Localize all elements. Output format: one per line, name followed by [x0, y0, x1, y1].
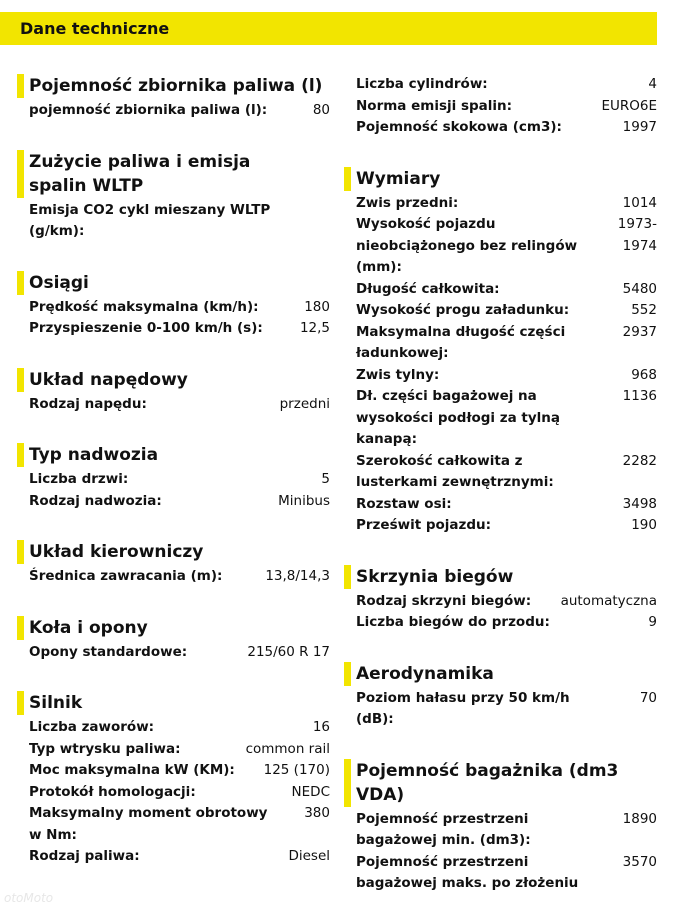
spec-row [344, 386, 657, 451]
spec-value: EURO6E [601, 97, 657, 114]
spec-value: 968 [631, 366, 657, 383]
section-aerodynamics [344, 662, 657, 731]
spec-row [17, 782, 330, 804]
spec-value: 215/60 R 17 [247, 643, 330, 660]
section-engine [17, 691, 330, 868]
spec-value: przedni [279, 395, 330, 412]
spec-label: Dł. części bagażowej na wysokości podłogi za tylną kanapą: [356, 388, 560, 447]
spec-row [17, 318, 330, 340]
spec-row [344, 591, 657, 613]
spec-value: 552 [631, 302, 657, 318]
spec-value: 5 [321, 471, 330, 487]
section-title: Koła i opony [17, 616, 330, 640]
section-title: Układ kierowniczy [17, 540, 330, 564]
spec-label: Pojemność przestrzeni bagażowej min. (dm3): [356, 810, 531, 848]
spec-label: Pojemność skokowa (cm3): [356, 119, 562, 135]
spec-row [17, 200, 330, 243]
spec-label: Liczba drzwi: [29, 471, 129, 487]
spec-label: Szerokość całkowita z lusterkami zewnętrznymi: [356, 452, 554, 490]
spec-row [344, 451, 657, 494]
spec-value: 2282 [622, 452, 657, 469]
spec-label: Wysokość progu załadunku: [356, 302, 570, 318]
section-wltp [17, 150, 330, 243]
spec-label: Prześwit pojazdu: [356, 517, 492, 533]
spec-row [17, 394, 330, 416]
spec-row [344, 515, 657, 537]
spec-row [344, 809, 657, 852]
spec-row [344, 322, 657, 365]
spec-label: pojemność zbiornika paliwa (l): [29, 102, 268, 118]
spec-value: Minibus [278, 492, 330, 509]
spec-row [344, 688, 657, 731]
section-trunk [344, 759, 657, 895]
spec-label: Średnica zawracania (m): [29, 568, 223, 584]
section-title: Silnik [17, 691, 330, 715]
spec-value: NEDC [291, 783, 330, 800]
section-title: Skrzynia biegów [344, 565, 657, 589]
spec-row [344, 279, 657, 301]
section-engine-cont [344, 74, 657, 139]
section-steering [17, 540, 330, 588]
section-title: Układ napędowy [17, 368, 330, 392]
spec-row [17, 739, 330, 761]
spec-label: Przyspieszenie 0-100 km/h (s): [29, 320, 263, 336]
spec-label: Długość całkowita: [356, 280, 500, 297]
spec-row [344, 117, 657, 139]
spec-value: 3498 [622, 495, 657, 512]
spec-value: 190 [631, 517, 657, 533]
page-title: Dane techniczne [20, 19, 170, 38]
spec-row [17, 803, 330, 846]
spec-value: 9 [648, 614, 657, 630]
spec-value: 180 [304, 298, 330, 315]
spec-row [344, 96, 657, 118]
spec-value: common rail [245, 740, 330, 757]
spec-label: Norma emisji spalin: [356, 97, 513, 114]
spec-row [17, 297, 330, 319]
section-gearbox [344, 565, 657, 634]
spec-label: Rodzaj paliwa: [29, 848, 140, 864]
spec-value: 16 [312, 719, 330, 735]
spec-value: 1136 [622, 388, 657, 404]
spec-row [344, 494, 657, 516]
spec-label: Protokół homologacji: [29, 783, 196, 800]
spec-row [17, 846, 330, 868]
spec-value: 3570 [622, 853, 657, 870]
spec-label: Liczba biegów do przodu: [356, 614, 550, 630]
spec-value: 380 [304, 805, 330, 821]
spec-value: 5480 [622, 280, 657, 297]
left-column [17, 74, 330, 868]
section-title: Zużycie paliwa i emisja spalin WLTP [17, 150, 299, 198]
spec-row [344, 365, 657, 387]
section-performance [17, 271, 330, 340]
section-header-bar [0, 12, 657, 45]
spec-value: 1997 [622, 119, 657, 135]
spec-label: Prędkość maksymalna (km/h): [29, 298, 259, 315]
section-title: Pojemność zbiornika paliwa (l) [17, 74, 330, 98]
section-body-type [17, 443, 330, 512]
spec-label: Rozstaw osi: [356, 495, 452, 512]
spec-value: 1890 [622, 810, 657, 827]
spec-label: Poziom hałasu przy 50 km/h (dB): [356, 689, 570, 727]
spec-value: 1014 [622, 194, 657, 211]
spec-row [344, 74, 657, 96]
spec-value: 125 (170) [263, 762, 330, 778]
spec-label: Liczba cylindrów: [356, 76, 488, 92]
spec-row [17, 760, 330, 782]
spec-value: 1973-1974 [617, 216, 657, 254]
spec-label: Zwis przedni: [356, 194, 459, 211]
spec-row [17, 100, 330, 122]
spec-label: Pojemność przestrzeni bagażowej maks. po złożeniu [356, 853, 579, 891]
section-dimensions [344, 167, 657, 537]
section-fuel-tank [17, 74, 330, 122]
spec-value: Diesel [288, 848, 330, 864]
spec-row [17, 469, 330, 491]
section-title: Typ nadwozia [17, 443, 330, 467]
watermark-logo: otoMoto [4, 891, 54, 905]
section-title: Osiągi [17, 271, 330, 295]
section-drivetrain [17, 368, 330, 416]
spec-row [344, 852, 657, 895]
spec-value: automatyczna [560, 592, 657, 609]
spec-label: Rodzaj skrzyni biegów: [356, 592, 532, 609]
spec-row [344, 612, 657, 634]
spec-label: Rodzaj nadwozia: [29, 492, 162, 509]
spec-label: Rodzaj napędu: [29, 395, 147, 412]
section-wheels [17, 616, 330, 664]
spec-label: Emisja CO2 cykl mieszany WLTP (g/km): [29, 201, 271, 239]
spec-row [17, 566, 330, 588]
spec-label: Maksymalna długość części ładunkowej: [356, 323, 566, 361]
spec-row [344, 214, 657, 279]
section-title: Aerodynamika [344, 662, 657, 686]
spec-value: 12,5 [299, 320, 330, 336]
section-title: Pojemność bagażnika (dm3 VDA) [344, 759, 657, 807]
spec-value: 2937 [622, 323, 657, 340]
spec-label: Zwis tylny: [356, 366, 440, 383]
spec-label: Wysokość pojazdu nieobciążonego bez relingów (mm): [356, 216, 578, 275]
spec-label: Liczba zaworów: [29, 719, 155, 735]
spec-row [17, 717, 330, 739]
spec-row [344, 193, 657, 215]
spec-label: Maksymalny moment obrotowy w Nm: [29, 805, 268, 843]
section-title: Wymiary [344, 167, 657, 191]
spec-row [17, 642, 330, 664]
spec-row [344, 300, 657, 322]
spec-label: Opony standardowe: [29, 643, 188, 660]
spec-label: Moc maksymalna kW (KM): [29, 762, 235, 778]
right-column [344, 74, 657, 895]
spec-value: 13,8/14,3 [265, 568, 330, 584]
spec-value: 70 [639, 689, 657, 706]
spec-value: 4 [648, 76, 657, 92]
spec-label: Typ wtrysku paliwa: [29, 740, 181, 757]
spec-value: 80 [312, 102, 330, 118]
spec-row [17, 491, 330, 513]
